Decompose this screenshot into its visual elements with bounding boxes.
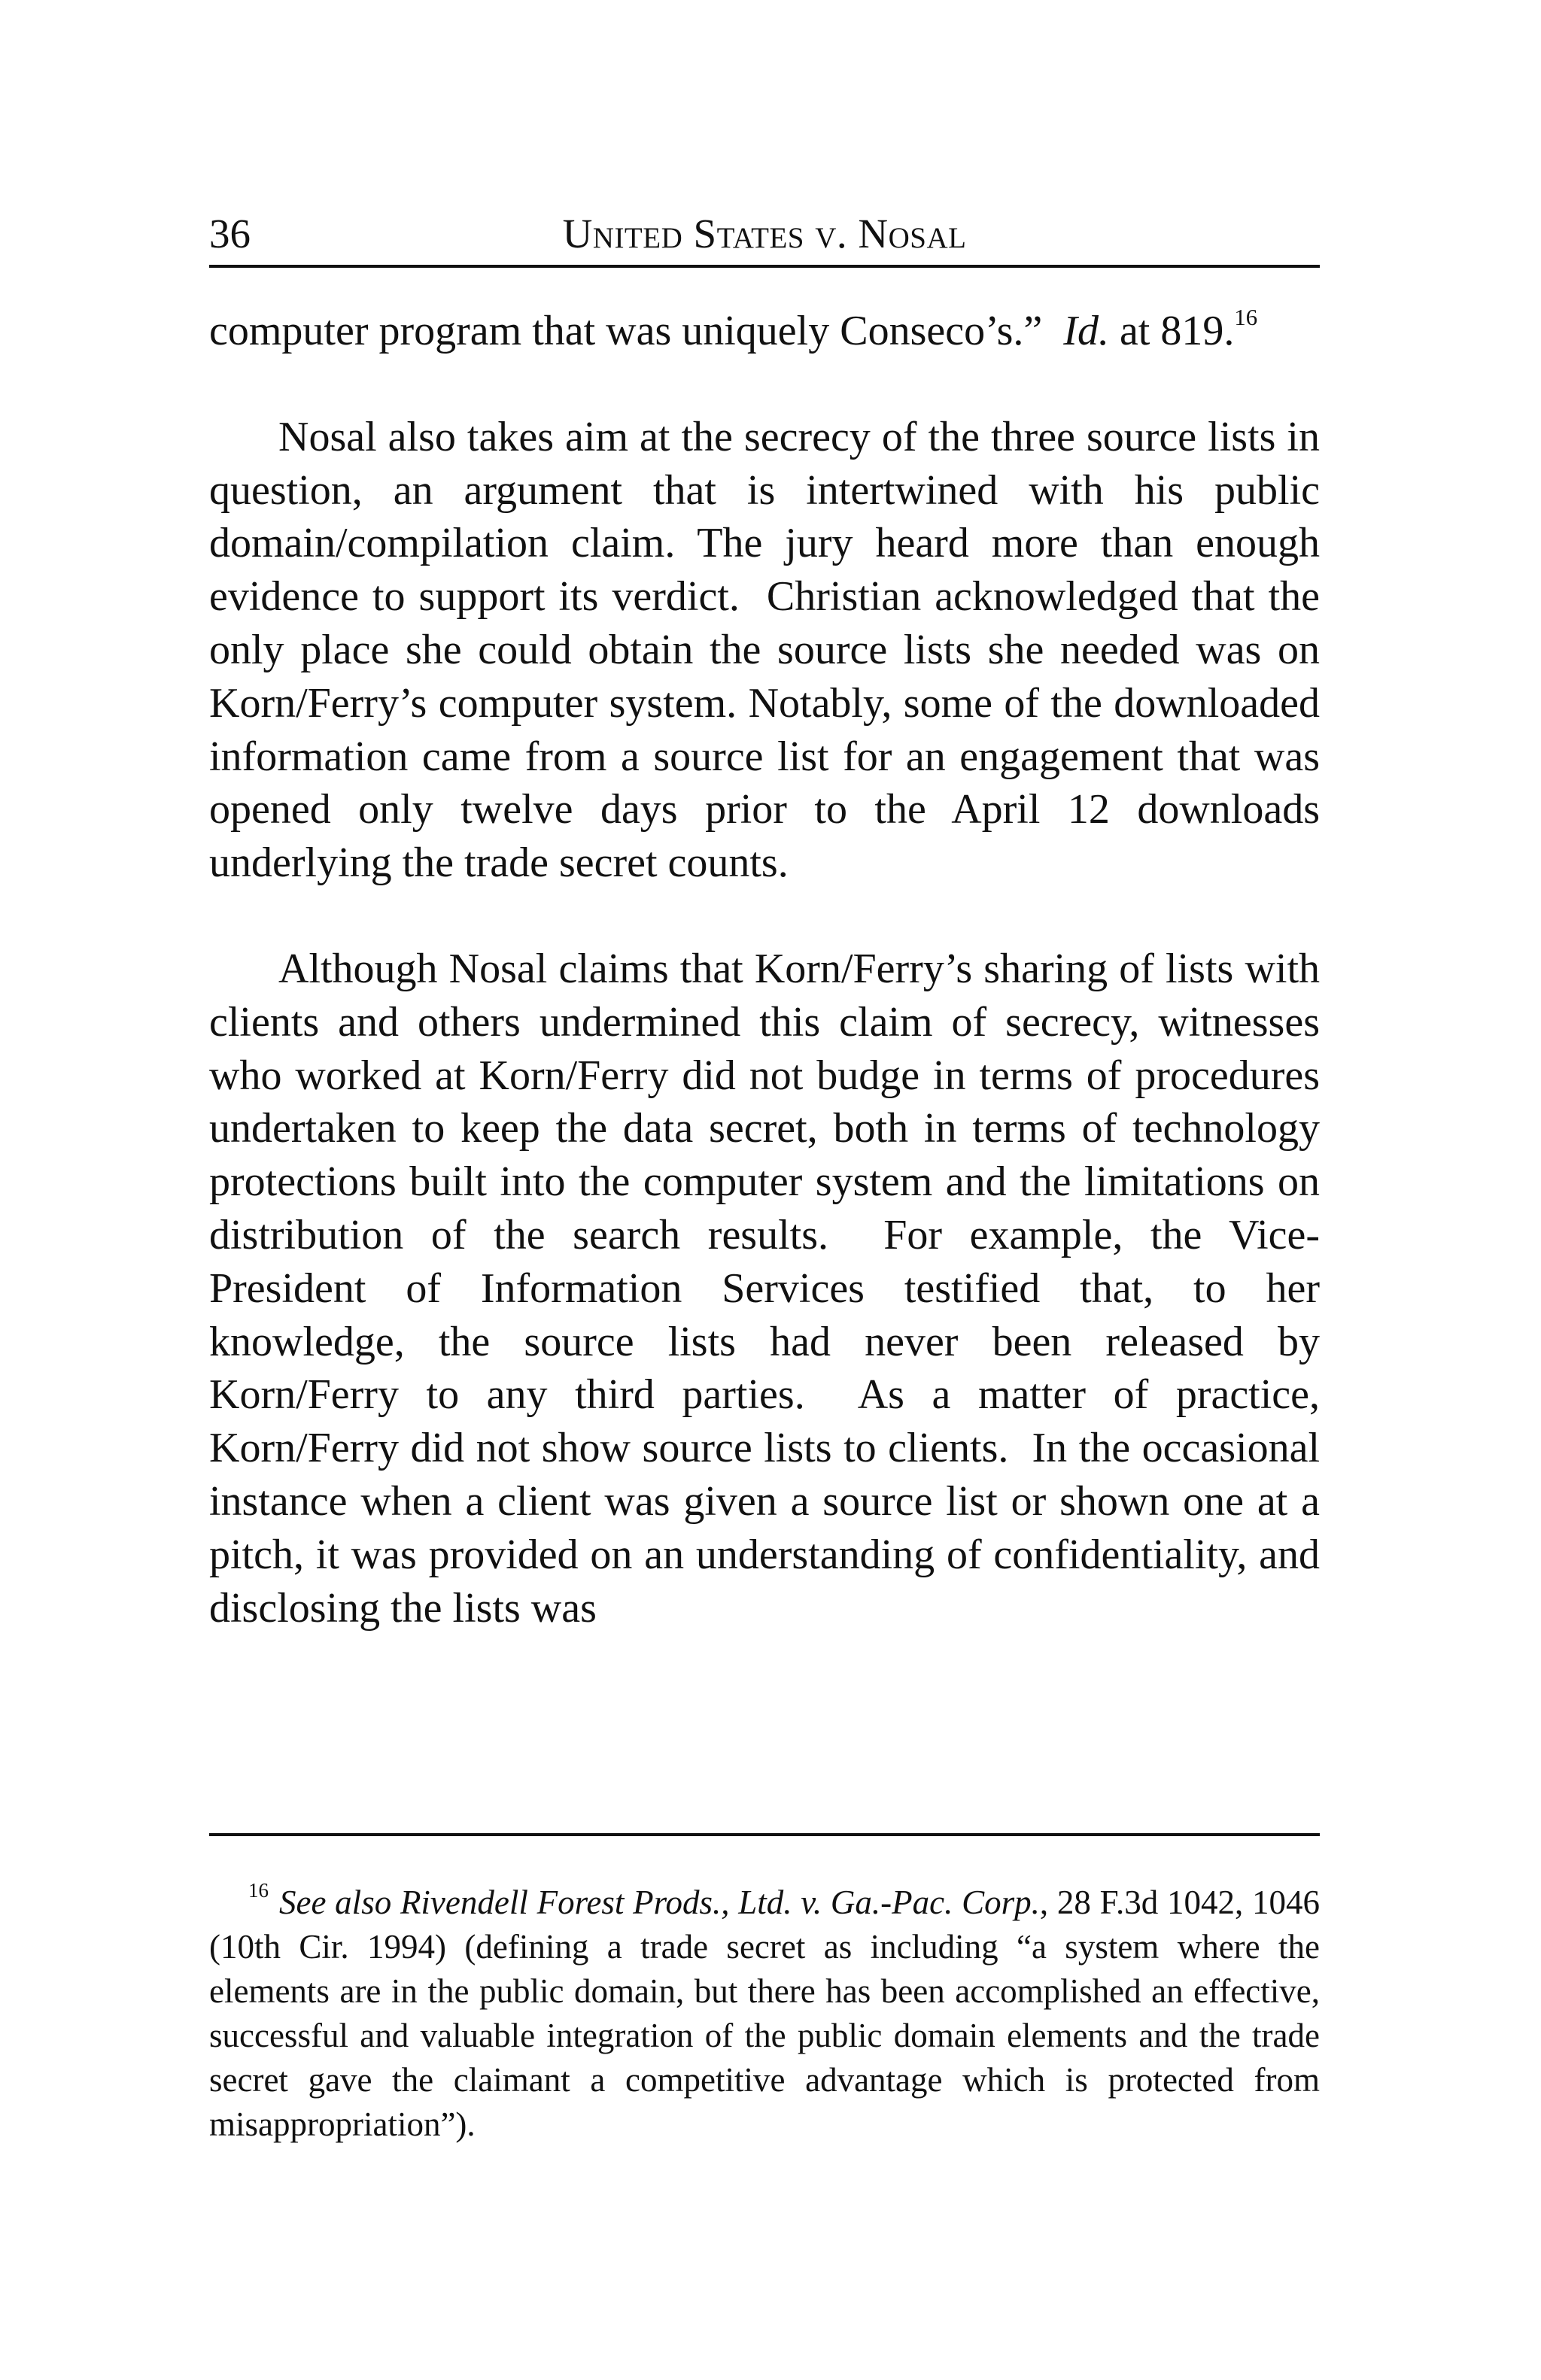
running-title: United States v. Nosal xyxy=(562,211,967,257)
document-page xyxy=(209,0,1320,2380)
citation-id: Id. xyxy=(1063,308,1109,354)
footnote-text: , 28 F.3d 1042, 1046 (10th Cir. 1994) (defining a trade secret as including “a system where the elements are in the public domain, but there has been accomplished an effective, successful and valuable integration of the public domain elements and the trade secret gave the claimant a competitive advantage which is protected from misappropriation”). xyxy=(209,1884,1320,2143)
footnotes xyxy=(209,1881,1320,2147)
footnote-reference: 16 xyxy=(1234,304,1258,330)
footnote-number: 16 xyxy=(248,1879,269,1902)
footnote-citation: See also Rivendell Forest Prods., Ltd. v. Ga.-Pac. Corp. xyxy=(279,1884,1040,1921)
paragraph-1 xyxy=(209,305,1320,358)
body-text xyxy=(209,305,1320,1635)
page-number: 36 xyxy=(209,211,251,257)
footnote-divider xyxy=(209,1833,1320,1836)
paragraph-1-text: computer program that was uniquely Conseco’s.” xyxy=(209,308,1064,354)
paragraph-2: Nosal also takes aim at the secrecy of the three source lists in question, an argument that is intertwined with his public domain/compilation claim. The jury heard more than enough evidence to support its verdict. Christian acknowledged that the only place she could obtain the source lists she needed was on Korn/Ferry’s computer system. Notably, some of the downloaded information came from a source list for an engagement that was opened only twelve days prior to the April 12 downloads underlying the trade secret counts. xyxy=(209,413,1320,887)
paragraph-3: Although Nosal claims that Korn/Ferry’s sharing of lists with clients and others undermined this claim of secrecy, witnesses who worked at Korn/Ferry did not budge in terms of procedures undertaken to keep the data secret, both in terms of technology protections built into the computer system and the limitations on distribution of the search results. For example, the Vice-President of Information Services testified that, to her knowledge, the source lists had never been released by Korn/Ferry to any third parties. As a matter of practice, Korn/Ferry did not show source lists to clients. In the occasional instance when a client was given a source list or shown one at a pitch, it was provided on an understanding of confidentiality, and disclosing the lists was xyxy=(209,945,1320,1632)
footnote-16 xyxy=(209,1881,1320,2147)
paragraph-1-tail: at 819. xyxy=(1108,308,1235,354)
page-header xyxy=(209,203,1320,268)
